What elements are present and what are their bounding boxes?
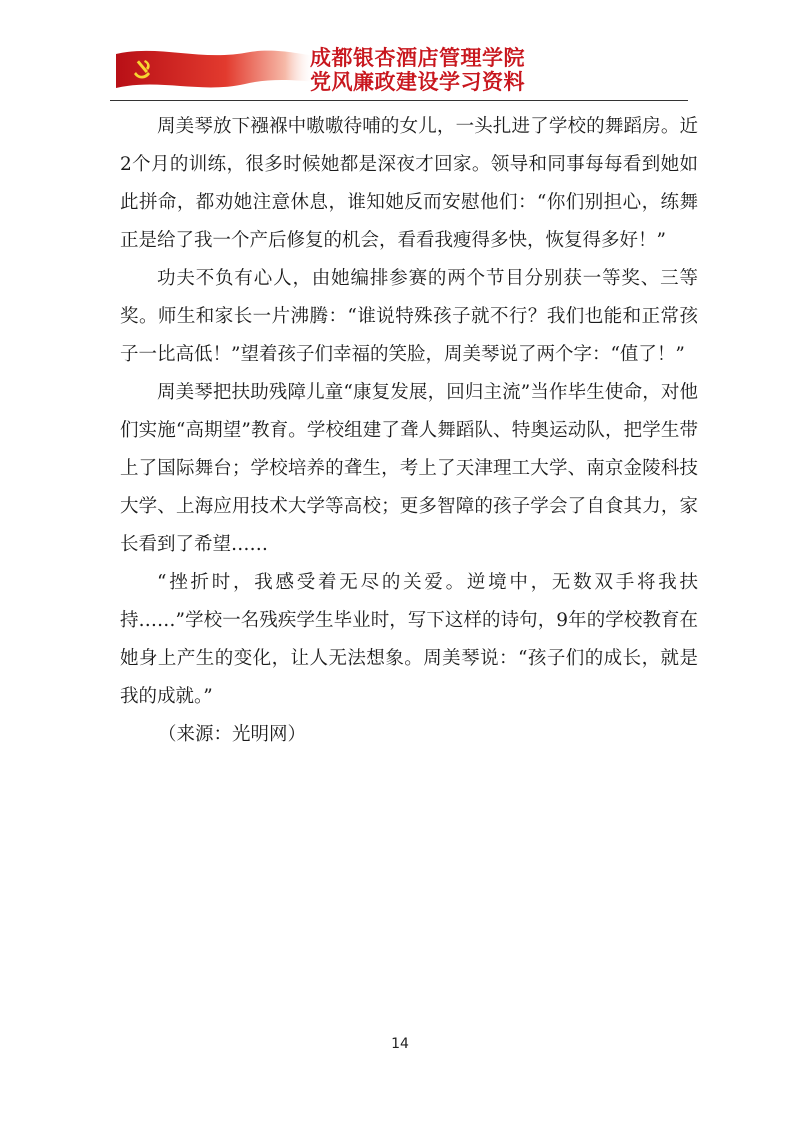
header-titles <box>310 46 690 94</box>
document-header <box>110 40 690 102</box>
header-institution: 成都银杏酒店管理学院 <box>310 46 525 70</box>
document-body <box>120 108 698 754</box>
paragraph: “挫折时，我感受着无尽的关爱。逆境中，无数双手将我扶持……”学校一名残疾学生毕业时，写下这样的诗句，9年的学校教育在她身上产生的变化，让人无法想象。周美琴说：“孩子们的成长，就是我的成就。” <box>120 572 698 707</box>
page-number: 14 <box>391 1036 409 1052</box>
header-subtitle: 党风廉政建设学习资料 <box>310 70 525 94</box>
header-divider <box>110 100 688 101</box>
paragraph: 周美琴放下襁褓中嗷嗷待哺的女儿，一头扎进了学校的舞蹈房。近2个月的训练，很多时候她都是深夜才回家。领导和同事每每看到她如此拼命，都劝她注意休息，谁知她反而安慰他们：“你们别担心，练舞正是给了我一个产后修复的机会，看看我瘦得多快，恢复得多好！” <box>120 116 698 251</box>
source-citation: （来源：光明网） <box>158 724 307 745</box>
paragraph: 周美琴把扶助残障儿童“康复发展，回归主流”当作毕生使命，对他们实施“高期望”教育。学校组建了聋人舞蹈队、特奥运动队，把学生带上了国际舞台；学校培养的聋生，考上了天津理工大学、南京金陵科技大学、上海应用技术大学等高校；更多智障的孩子学会了自食其力，家长看到了希望…… <box>120 382 698 555</box>
party-emblem-icon <box>110 44 315 94</box>
paragraph: 功夫不负有心人，由她编排参赛的两个节目分别获一等奖、三等奖。师生和家长一片沸腾：“谁说特殊孩子就不行？我们也能和正常孩子一比高低！”望着孩子们幸福的笑脸，周美琴说了两个字：“值了！” <box>120 268 698 365</box>
